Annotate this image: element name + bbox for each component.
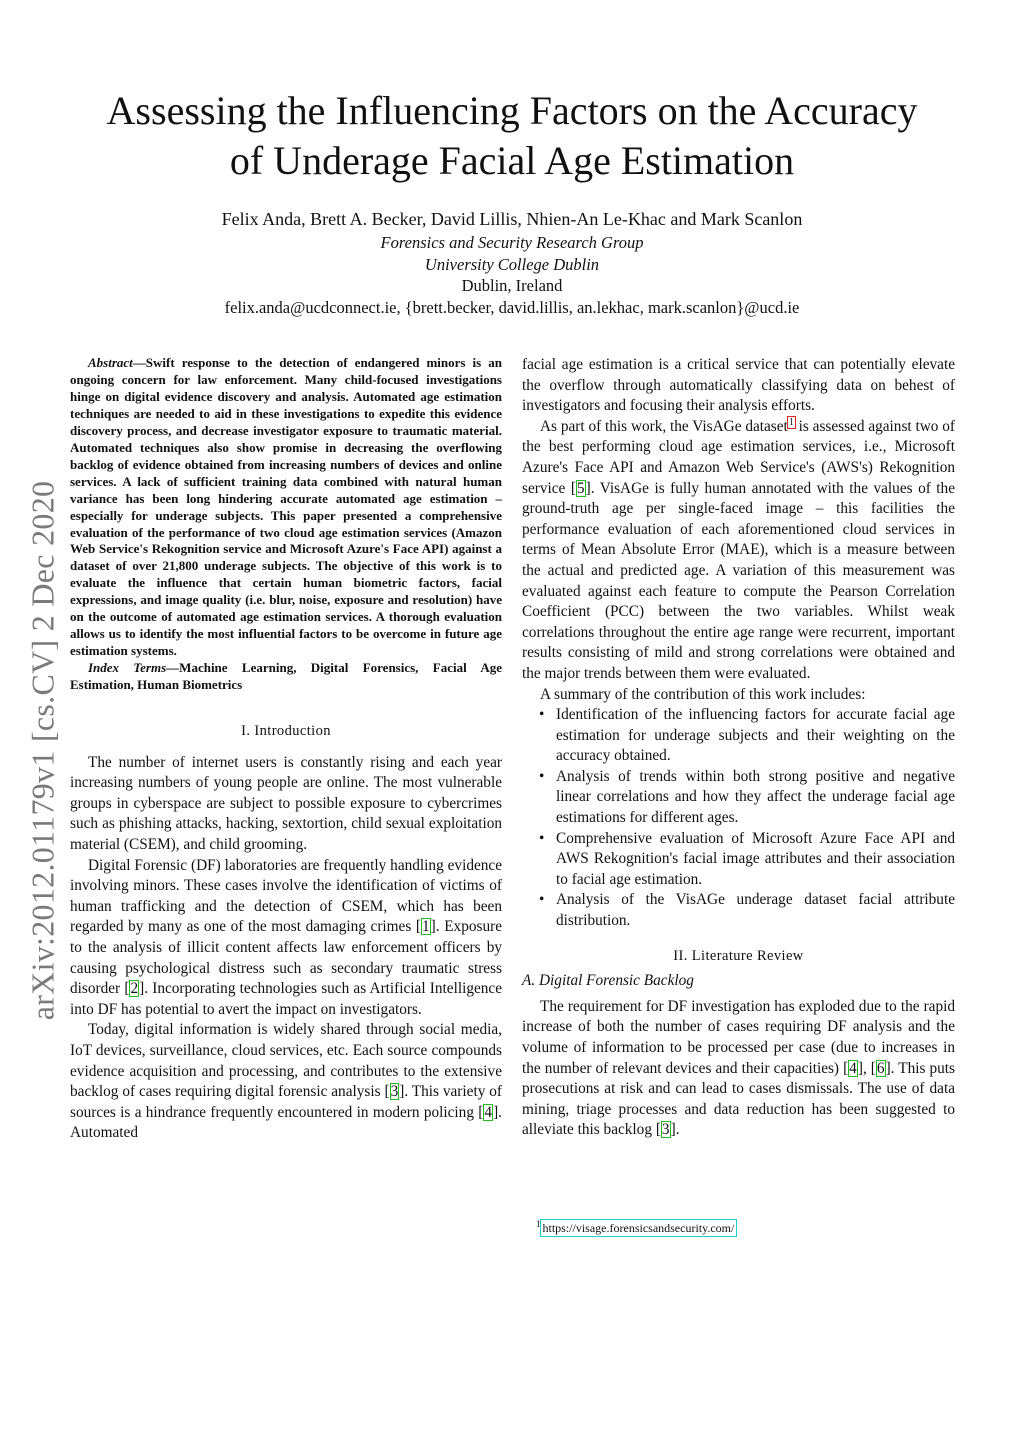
- citation-link[interactable]: 1: [422, 918, 430, 936]
- intro-paragraph-3: Today, digital information is widely shared through social media, IoT devices, surveillance, cloud services, etc. Each source compounds evidence acquisition and processing, and contributes to the extensive backlog of cases requiring digital forensic analysis [3]. This variety of sources is a hindrance frequently encountered in modern policing [4]. Automated: [70, 1021, 502, 1142]
- affiliation-university: University College Dublin: [424, 254, 600, 274]
- intro-paragraph-2: Digital Forensic (DF) laboratories are frequently handling evidence involving minors. These cases involve the identification of victims of human trafficking and the detection of CSEM, which has been regarded by many as one of the most damaging crimes [1]. Exposure to the analysis of illicit content affects law enforcement officers by causing psychological distress such as secondary traumatic stress disorder [2]. Incorporating technologies such as Artificial Intelligence into DF has potential to avert the impact on investigators.: [70, 856, 502, 1018]
- citation-link[interactable]: 5: [576, 479, 585, 497]
- paper-title: [60, 86, 964, 186]
- footnote-reference[interactable]: 1: [788, 416, 794, 428]
- text-run: . VisAGe is fully human annotated with the values of the ground-truth age per single-faced image – this facilities the performance evaluation of each aforementioned cloud services in terms of Mean Absolute Error (MAE), which is a measure between the actual and predicted age. A variation of this measurement was evaluated against each feature to compute the Pearson Correlation Coefficient (PCC) between the two variables. Whilst weak correlations throughout the entire age range were recurrent, important results consisting of mild and strong correlations were obtained and the major trends between them were evaluated.: [522, 479, 955, 682]
- title-line-2: of Underage Facial Age Estimation: [229, 138, 795, 183]
- text-run: .: [675, 1121, 680, 1139]
- text-run: is assessed against two of the best performing cloud age estimation services, i.e., Microsoft Azure's Face API and Amazon Web Service's (AWS's) Rekognition service: [522, 417, 955, 497]
- contribution-item: • Analysis of the VisAGe underage dataset facial attribute distribution.: [556, 890, 955, 931]
- citation-link[interactable]: 3: [390, 1083, 399, 1101]
- abstract: [70, 355, 502, 694]
- text-run: . Incorporating technologies such as Artificial Intelligence into DF has potential to avert the impact on investigators.: [70, 980, 502, 1018]
- contribution-list: [522, 705, 955, 932]
- left-column: [70, 355, 502, 1144]
- citation-link[interactable]: 4: [849, 1059, 857, 1077]
- text-run: . This variety of sources is a hindrance frequently encountered in modern policing: [70, 1083, 502, 1121]
- affiliation-city: Dublin, Ireland: [461, 276, 563, 295]
- title-line-1: Assessing the Influencing Factors on the Accuracy: [106, 88, 918, 133]
- section-heading-literature-review: II. Literature Review: [673, 947, 804, 964]
- footnote-url-link[interactable]: https://visage.forensicsandsecurity.com/: [542, 1221, 735, 1235]
- footnote: [536, 1216, 736, 1236]
- citation-link[interactable]: 3: [661, 1121, 670, 1139]
- footnote-number: 1: [536, 1219, 541, 1229]
- intro-paragraph-4: As part of this work, the VisAGe dataset$^1$ is assessed against two of the best performing cloud age estimation services, i.e., Microsoft Azure's Face API and Amazon Web Service's (AWS's) Rekognition service [5]. VisAGe is fully human annotated with the values of the ground-truth age per single-faced image – this facilities the performance evaluation of each aforementioned cloud services in terms of Mean Absolute Error (MAE), which is a measure between the actual and predicted age. A variation of this measurement was evaluated against each feature to compute the Pearson Correlation Coefficient (PCC) between the two variables. Whilst weak correlations throughout the entire age range were recurrent, important results consisting of mild and strong correlations were obtained and the major trends between them were evaluated.: [522, 416, 955, 682]
- contribution-item: • Comprehensive evaluation of Microsoft Azure Face API and AWS Rekognition's facial image attributes and their association to facial age estimation.: [556, 829, 955, 891]
- author-block: [60, 207, 964, 318]
- index-terms-body: —Machine Learning, Digital Forensics, Facial Age Estimation, Human Biometrics: [70, 660, 502, 693]
- intro-paragraph-3-continued: facial age estimation is a critical service that can potentially elevate the overflow through automatically classifying data on behest of investigators and focusing their analysis efforts.: [522, 356, 955, 415]
- contribution-intro: A summary of the contribution of this work includes:: [540, 685, 866, 703]
- text-run: . Automated: [70, 1103, 502, 1142]
- index-terms-label: Index Terms: [88, 660, 167, 676]
- text-run: The requirement for DF investigation has exploded due to the rapid increase of both the number of cases requiring DF analysis and the volume of information to be processed per case (due to increases in the number of relevant devices and their capacities): [522, 997, 955, 1077]
- citation-link[interactable]: 4: [484, 1103, 493, 1121]
- text-run: As part of this work, the VisAGe dataset: [540, 417, 788, 435]
- abstract-label: Abstract: [88, 355, 133, 370]
- text-run: Today, digital information is widely shared through social media, IoT devices, surveillance, cloud services, etc. Each source compounds evidence acquisition and processing, and contributes to the extensive backlog of cases requiring digital forensic analysis: [70, 1021, 502, 1101]
- arxiv-identifier: [22, 455, 64, 1045]
- citation-link[interactable]: 6: [876, 1059, 885, 1077]
- abstract-text: [70, 355, 502, 660]
- arxiv-identifier-text: arXiv:2012.01179v1 [cs.CV] 2 Dec 2020: [24, 480, 61, 1020]
- affiliation-group: Forensics and Security Research Group: [380, 233, 644, 252]
- subsection-heading-backlog: A. Digital Forensic Backlog: [522, 972, 694, 990]
- author-emails: felix.anda@ucdconnect.ie, {brett.becker, david.lillis, an.lekhac, mark.scanlon}@ucd.ie: [224, 297, 800, 317]
- text-run: Digital Forensic (DF) laboratories are frequently handling evidence involving minors. These cases involve the identification of victims of human trafficking and the detection of CSEM, which has been regarded by many as one of the most damaging crimes: [70, 856, 502, 936]
- abstract-body: —Swift response to the detection of endangered minors is an ongoing concern for law enforcement. Many child-focused investigations hinge on digital evidence discovery and analysis. Automated age estimation techniques are needed to aid in these investigations to expedite this evidence discovery process, and decrease investigator exposure to traumatic material. Automated techniques also show promise in decreasing the overflowing backlog of evidence obtained from increasing numbers of devices and online services. A lack of sufficient training data combined with natural human variance has been long hindering accurate automated age estimation – especially for underage subjects. This paper presented a comprehensive evaluation of the performance of two cloud age estimation services (Amazon Web Service's Rekognition service and Microsoft Azure's Face API) against a dataset of over 21,800 underage subjects. The objective of this work is to evaluate the influence that certain human biometric factors, facial expressions, and image quality (i.e. blur, noise, exposure and resolution) have on the outcome of automated age estimation services. A thorough evaluation allows us to identify the most influential factors to be overcome in future age estimation systems.: [70, 355, 502, 659]
- citation-link[interactable]: 2: [130, 980, 139, 998]
- author-names: Felix Anda, Brett A. Becker, David Lillis, Nhien-An Le-Khac and Mark Scanlon: [221, 209, 803, 229]
- text-run: . Exposure to the analysis of illicit content affects law enforcement officers by causing psychological distress such as secondary traumatic stress disorder: [70, 918, 502, 998]
- intro-paragraph-1: The number of internet users is constantly rising and each year increasing numbers of young people are online. The most vulnerable groups in cyberspace are subject to possible exposure to cybercrimes such as phishing attacks, hacking, sextortion, child sexual exploitation material (CSEM), and child grooming.: [70, 753, 502, 854]
- text-run: ,: [862, 1059, 871, 1077]
- text-run: . This puts prosecutions at risk and can lead to cases dismissals. The use of data mining, triage processes and data reduction has been suggested to alleviate this backlog: [522, 1059, 955, 1139]
- contribution-item: • Identification of the influencing factors for accurate facial age estimation for underage subjects and their weighting on the accuracy obtained.: [556, 705, 955, 767]
- index-terms: [70, 660, 502, 694]
- contribution-item: • Analysis of trends within both strong positive and negative linear correlations and how they affect the underage facial age estimations for different ages.: [556, 767, 955, 829]
- backlog-paragraph: The requirement for DF investigation has exploded due to the rapid increase of both the number of cases requiring DF analysis and the volume of information to be processed per case (due to increases in the number of relevant devices and their capacities) [4], [6]. This puts prosecutions at risk and can lead to cases dismissals. The use of data mining, triage processes and data reduction has been suggested to alleviate this backlog [3].: [522, 997, 955, 1139]
- section-heading-introduction: I. Introduction: [241, 723, 331, 740]
- right-column: [522, 355, 955, 1141]
